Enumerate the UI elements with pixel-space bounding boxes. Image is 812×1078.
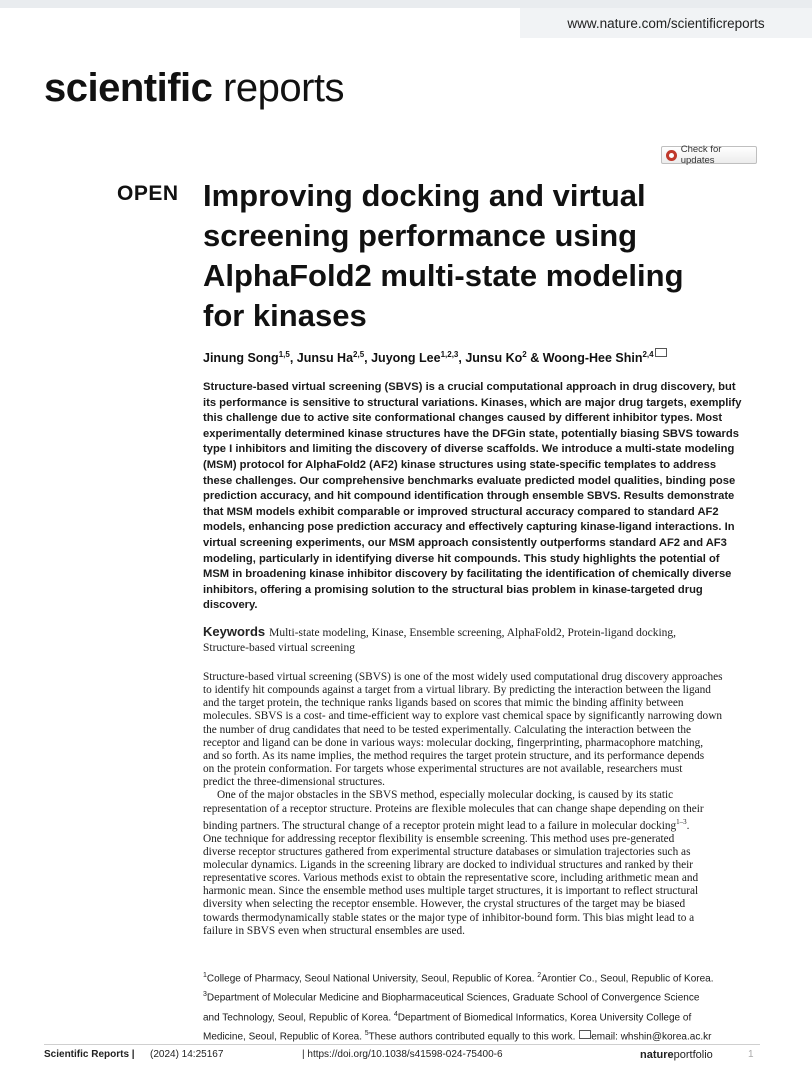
abstract-line: discovery.	[203, 599, 258, 612]
check-for-updates-button[interactable]	[661, 146, 757, 164]
affiliation-marker: 5	[364, 1029, 369, 1037]
body-line: Structure-based virtual screening (SBVS) is one of the most widely used computational drug discovery approaches	[203, 671, 723, 683]
affiliation-text: College of Pharmacy, Seoul National University, Seoul, Republic of Korea.	[206, 973, 538, 985]
body-line: representation of a receptor structure. Proteins are flexible molecules that can change shape depending on their	[203, 802, 704, 815]
affiliation-text: Arontier Co., Seoul, Republic of Korea.	[541, 973, 714, 985]
author-affiliation[interactable]: 1,2,3	[440, 350, 459, 359]
title-line: AlphaFold2 multi-state modeling	[203, 258, 684, 293]
keywords-label: Keywords	[203, 624, 266, 639]
abstract-line: type I inhibitors and limiting the discovery of diverse scaffolds. We introduce a multi-state modeling	[203, 443, 735, 456]
journal-logo-light: reports	[223, 66, 345, 110]
affiliation-marker: 3	[203, 991, 207, 999]
body-line: representative scores. Various methods exist to obtain the representative score, including arithmetic mean and	[203, 872, 699, 885]
open-access-label: OPEN	[117, 182, 179, 205]
abstract-line: models, enhancing pose prediction accuracy and effectively capturing kinase-ligand interactions. In	[203, 521, 735, 534]
author-name[interactable]: Woong-Hee Shin	[542, 351, 643, 366]
body-line: diversity when selecting the receptor ensemble. However, the crystal structures of the target may be biased	[203, 898, 686, 911]
body-line: diverse receptor structures gathered from experimental structure databases or simulation trajectories such as	[203, 845, 691, 858]
abstract-line: inhibitors, offering a promising solution to the structural bias problem in kinase-targeted drug	[203, 583, 703, 596]
article-title	[203, 176, 763, 336]
author-affiliation[interactable]: 2,4	[642, 350, 654, 359]
abstract-line: (MSM) protocol for AlphaFold2 (AF2) kinase structures using state-specific templates to address	[203, 458, 717, 471]
author-affiliation[interactable]: 2,5	[353, 350, 365, 359]
author-separator: ,	[364, 351, 372, 366]
affiliation-line	[203, 1026, 759, 1045]
abstract-line: modeling, particularly in identifying diverse hit compounds. This study highlights the potential of	[203, 552, 720, 565]
footer-volume: (2024) 14:25167	[150, 1049, 224, 1060]
body-line: predict the three-dimensional structures.	[203, 776, 385, 789]
email-icon	[579, 1030, 591, 1039]
author-affiliation[interactable]: 2	[522, 350, 527, 359]
body-line: harmonic mean. Since the ensemble method uses multiple target structures, it is important to reflect structural	[203, 885, 699, 898]
journal-logo[interactable]	[44, 66, 344, 111]
update-check-icon	[666, 150, 677, 161]
author-name[interactable]: Jinung Song	[203, 351, 279, 366]
body-line-with-citation	[203, 816, 759, 833]
title-line: screening performance using	[203, 218, 638, 253]
abstract-line: prediction accuracy, and hit compound identification through ensemble SBVS. Results demonstrate	[203, 490, 735, 503]
footer-journal: Scientific Reports |	[44, 1049, 135, 1060]
abstract-line: this challenge due to active site conformational changes caused by different inhibitor types. Most	[203, 412, 723, 425]
affiliations	[203, 968, 759, 1045]
affiliation-text: Medicine, Seoul, Republic of Korea.	[203, 1031, 365, 1043]
affiliation-line	[203, 987, 759, 1006]
footer-doi-link[interactable]: | https://doi.org/10.1038/s41598-024-75400-6	[302, 1049, 503, 1060]
affiliation-marker: 2	[537, 972, 542, 979]
email-icon[interactable]	[655, 348, 667, 357]
body-line: towards thermodynamically stable states or the major type of inhibitor-bound form. This bias might lead to a	[203, 911, 695, 924]
body-line: molecules. SBVS is a cost- and time-efficient way to explore vast chemical space by significantly narrowing down	[203, 710, 722, 723]
corresponding-email[interactable]: email: whshin@korea.ac.kr	[591, 1031, 712, 1043]
affiliation-marker: 1	[203, 972, 207, 979]
affiliation-text: and Technology, Seoul, Republic of Korea.	[203, 1011, 394, 1023]
affiliation-line	[203, 1007, 759, 1026]
body-line: binding partners. The structural change of a receptor protein might lead to a failure in molecular docking	[203, 819, 677, 832]
nature-portfolio-logo[interactable]	[640, 1049, 713, 1061]
citation-tail: .	[686, 819, 690, 832]
abstract-line: MSM in broadening kinase inhibitor discovery by facilitating the identification of chemically diverse	[203, 568, 732, 581]
body-line: on the protein conformation. For targets whose experimental structures are not available, researchers must	[203, 763, 683, 776]
author-name[interactable]: Juyong Lee	[371, 351, 441, 366]
affiliation-line	[203, 968, 759, 987]
footer-divider	[44, 1044, 760, 1045]
author-separator: ,	[289, 351, 297, 366]
citation-link[interactable]: 1–3	[676, 817, 687, 826]
affiliation-text: Department of Molecular Medicine and Biopharmaceutical Sciences, Graduate School of Convergence Science	[206, 992, 700, 1004]
body-line: failure in SBVS even when structural ensembles are used.	[203, 924, 465, 937]
abstract-line: experimentally determined kinase structures have the DFGin state, potentially biasing SBVS towards	[203, 427, 739, 440]
author-separator: &	[526, 351, 543, 366]
body-line: molecular dynamics. Ligands in the screening library are docked to individual structures and ranked by their	[203, 858, 694, 871]
affiliation-marker: 4	[393, 1010, 398, 1018]
title-line: Improving docking and virtual	[203, 178, 646, 213]
top-strip	[0, 0, 812, 8]
body-line: the number of drug candidates that need to be tested experimentally. Calculating the interaction between the	[203, 723, 691, 736]
body-line: receptor and ligand can be done in various ways: molecular docking, fingerprinting, pharmacophore matching,	[203, 736, 704, 749]
body-line: One of the major obstacles in the SBVS method, especially molecular docking, is caused by its static	[217, 789, 674, 802]
abstract-line: its performance is sensitive to structural variations. Kinases, which are major drug targets, exemplify	[203, 396, 742, 409]
body-text	[203, 671, 759, 938]
author-affiliation[interactable]: 1,5	[278, 350, 290, 359]
author-name[interactable]: Junsu Ko	[465, 351, 523, 366]
abstract-line: Structure-based virtual screening (SBVS) is a crucial computational approach in drug discovery, but	[203, 381, 736, 393]
body-line: and the target protein, the technique ranks ligands based on scores that mimic the binding affinity between	[203, 697, 684, 710]
check-for-updates-label: Check for updates	[680, 144, 722, 166]
author-name[interactable]: Junsu Ha	[296, 351, 354, 366]
keywords-line: Multi-state modeling, Kinase, Ensemble screening, AlphaFold2, Protein-ligand docking,	[269, 627, 677, 639]
body-line: One technique for addressing receptor flexibility is ensemble screening. This method uses pre-generated	[203, 832, 675, 845]
keywords-line: Structure-based virtual screening	[203, 642, 355, 654]
author-list	[203, 350, 667, 365]
page-number: 1	[748, 1049, 754, 1060]
author-separator: ,	[458, 351, 466, 366]
journal-url-text[interactable]: www.nature.com/scientificreports	[567, 15, 765, 31]
brand-bold: nature	[640, 1049, 674, 1061]
body-line: to identify hit compounds against a target from a virtual library. By predicting the interaction between the ligand	[203, 684, 711, 697]
abstract-line: that MSM models exhibit comparable or improved structural accuracy compared to standard AF2	[203, 505, 719, 518]
title-line: for kinases	[203, 298, 367, 333]
journal-url[interactable]	[520, 8, 812, 38]
body-line: and so forth. As its name implies, the method requires the target protein structure, and its performance depends	[203, 749, 705, 762]
abstract-line: virtual screening experiments, our MSM approach consistently outperforms standard AF2 and AF3	[203, 536, 727, 549]
journal-logo-bold: scientific	[44, 66, 213, 110]
keywords	[203, 624, 763, 656]
affiliation-text: Department of Biomedical Informatics, Korea University College of	[397, 1011, 692, 1023]
brand-light: portfolio	[673, 1049, 713, 1061]
affiliation-text: These authors contributed equally to this work.	[368, 1031, 579, 1043]
abstract-line: these challenges. Our comprehensive benchmarks evaluate predicted model qualities, binding pose	[203, 474, 736, 487]
abstract	[203, 380, 763, 614]
